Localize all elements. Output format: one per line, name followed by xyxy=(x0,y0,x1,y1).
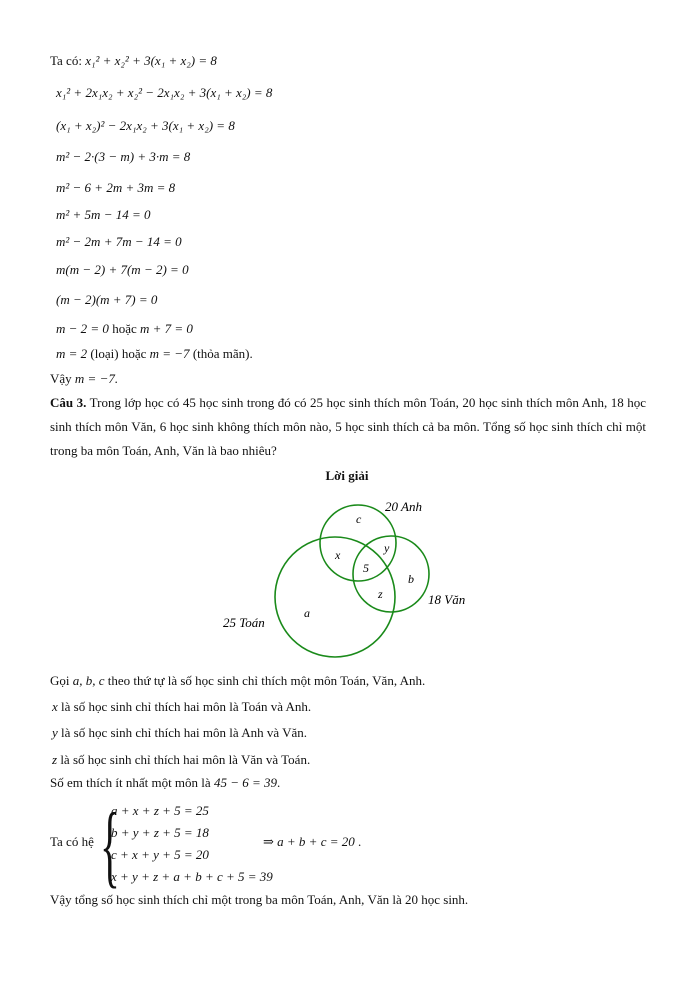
explain-line: Số em thích ít nhất một môn là 45 − 6 = 39. xyxy=(50,775,281,790)
equation-line: x₁² + x₂² + 3(x₁ + x₂) = 8 xyxy=(85,53,217,68)
equation-line: (m − 2)(m + 7) = 0 xyxy=(56,292,158,307)
region-c: c xyxy=(356,512,362,526)
region-b: b xyxy=(408,572,414,586)
explain-text: Số em thích ít nhất một môn là xyxy=(50,775,211,790)
explain-text: là số học sinh chỉ thích hai môn là Anh và Văn. xyxy=(61,725,308,740)
explain-line xyxy=(50,673,425,689)
conclusion-value: m = −7. xyxy=(74,371,119,386)
case-a: m − 2 = 0 xyxy=(56,321,109,336)
question-label: Câu 3. xyxy=(50,395,87,410)
equation-line: m² − 6 + 2m + 3m = 8 xyxy=(56,180,176,195)
equation-line: x₁² + 2x₁x₂ + x₂² − 2x₁x₂ + 3(x₁ + x₂) = 8 xyxy=(56,85,273,100)
system-equation: c + x + y + 5 = 20 xyxy=(111,847,209,862)
region-y: y xyxy=(384,541,390,555)
system-prefix: Ta có hệ xyxy=(50,834,94,849)
equation-line: m² − 2m + 7m − 14 = 0 xyxy=(56,234,182,249)
label-anh: 20 Anh xyxy=(385,499,422,514)
system-brace: { xyxy=(100,794,120,896)
final-answer: Vậy tổng số học sinh thích chỉ một trong ba môn Toán, Anh, Văn là 20 học sinh. xyxy=(50,892,469,907)
explain-text: theo thứ tự là số học sinh chỉ thích một môn Toán, Văn, Anh. xyxy=(107,673,426,688)
system-equation: b + y + z + 5 = 18 xyxy=(111,825,209,840)
result-b: m = −7 xyxy=(149,346,190,361)
rejected-note: (loại) xyxy=(90,346,119,361)
equation-line: m(m − 2) + 7(m − 2) = 0 xyxy=(56,262,189,277)
equation-system xyxy=(111,800,273,888)
explain-prefix: Gọi xyxy=(50,673,70,688)
explain-line xyxy=(52,699,311,715)
accepted-note: (thỏa mãn). xyxy=(192,346,253,361)
or-word: hoặc xyxy=(112,321,137,336)
conclusion-prefix: Vậy xyxy=(50,371,72,386)
var-x: x xyxy=(52,699,58,714)
region-a: a xyxy=(304,606,310,620)
explain-line xyxy=(52,752,310,768)
explain-text: là số học sinh chỉ thích hai môn là Văn và Toán. xyxy=(60,752,311,767)
label-van: 18 Văn xyxy=(428,592,466,607)
explain-text: là số học sinh chỉ thích hai môn là Toán và Anh. xyxy=(61,699,312,714)
solution-heading: Lời giải xyxy=(325,468,369,483)
system-equation: x + y + z + a + b + c + 5 = 39 xyxy=(111,869,273,884)
var-y: y xyxy=(52,725,58,740)
or-word: hoặc xyxy=(121,346,147,361)
equation-line: m² − 2·(3 − m) + 3·m = 8 xyxy=(56,149,191,164)
explain-vars: a, b, c xyxy=(72,673,105,688)
region-x: x xyxy=(335,548,341,562)
equation-line: m² + 5m − 14 = 0 xyxy=(56,207,151,222)
explain-line xyxy=(52,725,307,741)
system-equation: a + x + z + 5 = 25 xyxy=(111,803,209,818)
case-b: m + 7 = 0 xyxy=(139,321,193,336)
result-a: m = 2 xyxy=(56,346,88,361)
atleast-expr: 45 − 6 = 39 xyxy=(213,775,277,790)
implies-line: ⇒ a + b + c = 20 . xyxy=(263,834,362,849)
var-z: z xyxy=(52,752,58,767)
question-text: Trong lớp học có 45 học sinh trong đó có 25 học sinh thích môn Toán, 20 học sinh thích môn Anh, 18 học sinh thích môn Văn, 6 học sinh không thích môn nào, 5 học sinh thích cả ba môn. Tổng số học sinh thích chỉ một trong ba môn Toán, Anh, Văn là bao nhiêu? xyxy=(50,395,647,458)
equation-line: (x₁ + x₂)² − 2x₁x₂ + 3(x₁ + x₂) = 8 xyxy=(56,118,235,133)
intro-label: Ta có: xyxy=(50,53,82,68)
label-toan: 25 Toán xyxy=(223,615,265,630)
region-center: 5 xyxy=(363,561,369,575)
region-z: z xyxy=(378,587,383,601)
implies-expr: ⇒ a + b + c = 20 xyxy=(263,834,355,849)
